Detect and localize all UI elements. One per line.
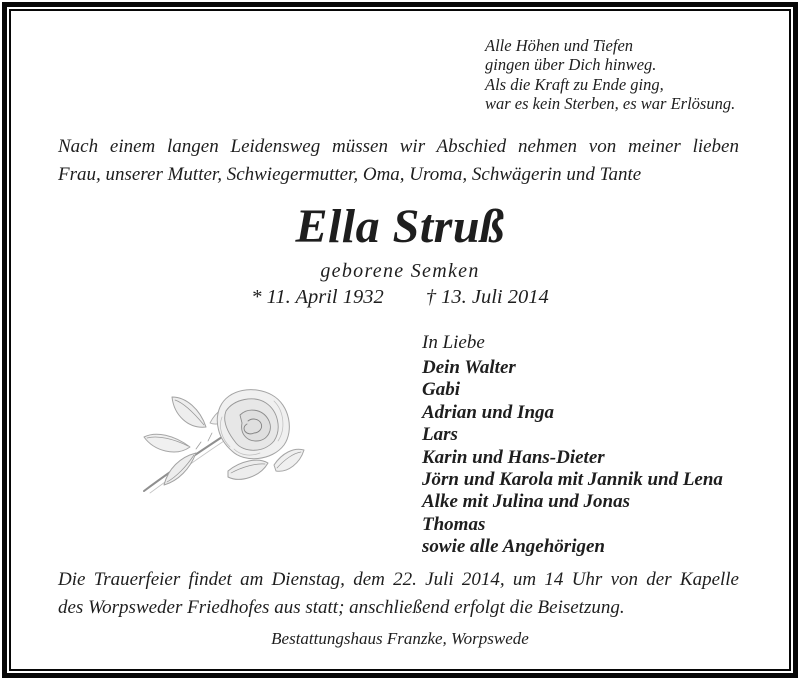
mourner-name: Gabi [422, 379, 460, 401]
poem-line: Als die Kraft zu Ende ging, [485, 74, 664, 94]
condolence-poem [485, 36, 735, 114]
announcement-line: Frau, unserer Mutter, Schwiegermutter, Oma, Uroma, Schwägerin und Tante [58, 163, 642, 185]
mourner-name: Adrian und Inga [422, 401, 555, 423]
mourners-list [422, 357, 723, 559]
mourner-name: Karin und Hans-Dieter [422, 446, 605, 468]
birth-date: * 11. April 1932 [251, 286, 384, 308]
deceased-name: Ella Struß [295, 200, 505, 253]
life-dates [0, 286, 800, 309]
mourning-salutation: In Liebe [422, 332, 485, 353]
death-date: † 13. Juli 2014 [425, 286, 549, 308]
poem-line: gingen über Dich hinweg. [485, 55, 657, 75]
mourner-name: Lars [422, 424, 458, 446]
mourner-name: Thomas [422, 513, 486, 535]
mourner-name: Dein Walter [422, 357, 516, 378]
rose-sketch-image [136, 383, 308, 499]
funeral-info [58, 566, 739, 621]
announcement-line: Nach einem langen Leidensweg müssen wir Abschied nehmen von meiner lieben [58, 136, 739, 157]
maiden-name: geborene Semken [320, 260, 480, 282]
mourner-name: sowie alle Angehörigen [422, 536, 605, 558]
announcement-text [58, 133, 739, 188]
funeral-info-line: des Worpsweder Friedhofes aus statt; anschließend erfolgt die Beisetzung. [58, 596, 625, 618]
poem-line: war es kein Sterben, es war Erlösung. [485, 94, 736, 114]
funeral-info-line: Die Trauerfeier findet am Dienstag, dem 22. Juli 2014, um 14 Uhr von der Kapelle [58, 569, 739, 590]
poem-line: Alle Höhen und Tiefen [485, 36, 634, 55]
mourner-name: Jörn und Karola mit Jannik und Lena [422, 469, 723, 491]
mourner-name: Alke mit Julina und Jonas [422, 491, 631, 513]
funeral-home: Bestattungshaus Franzke, Worpswede [271, 629, 529, 648]
